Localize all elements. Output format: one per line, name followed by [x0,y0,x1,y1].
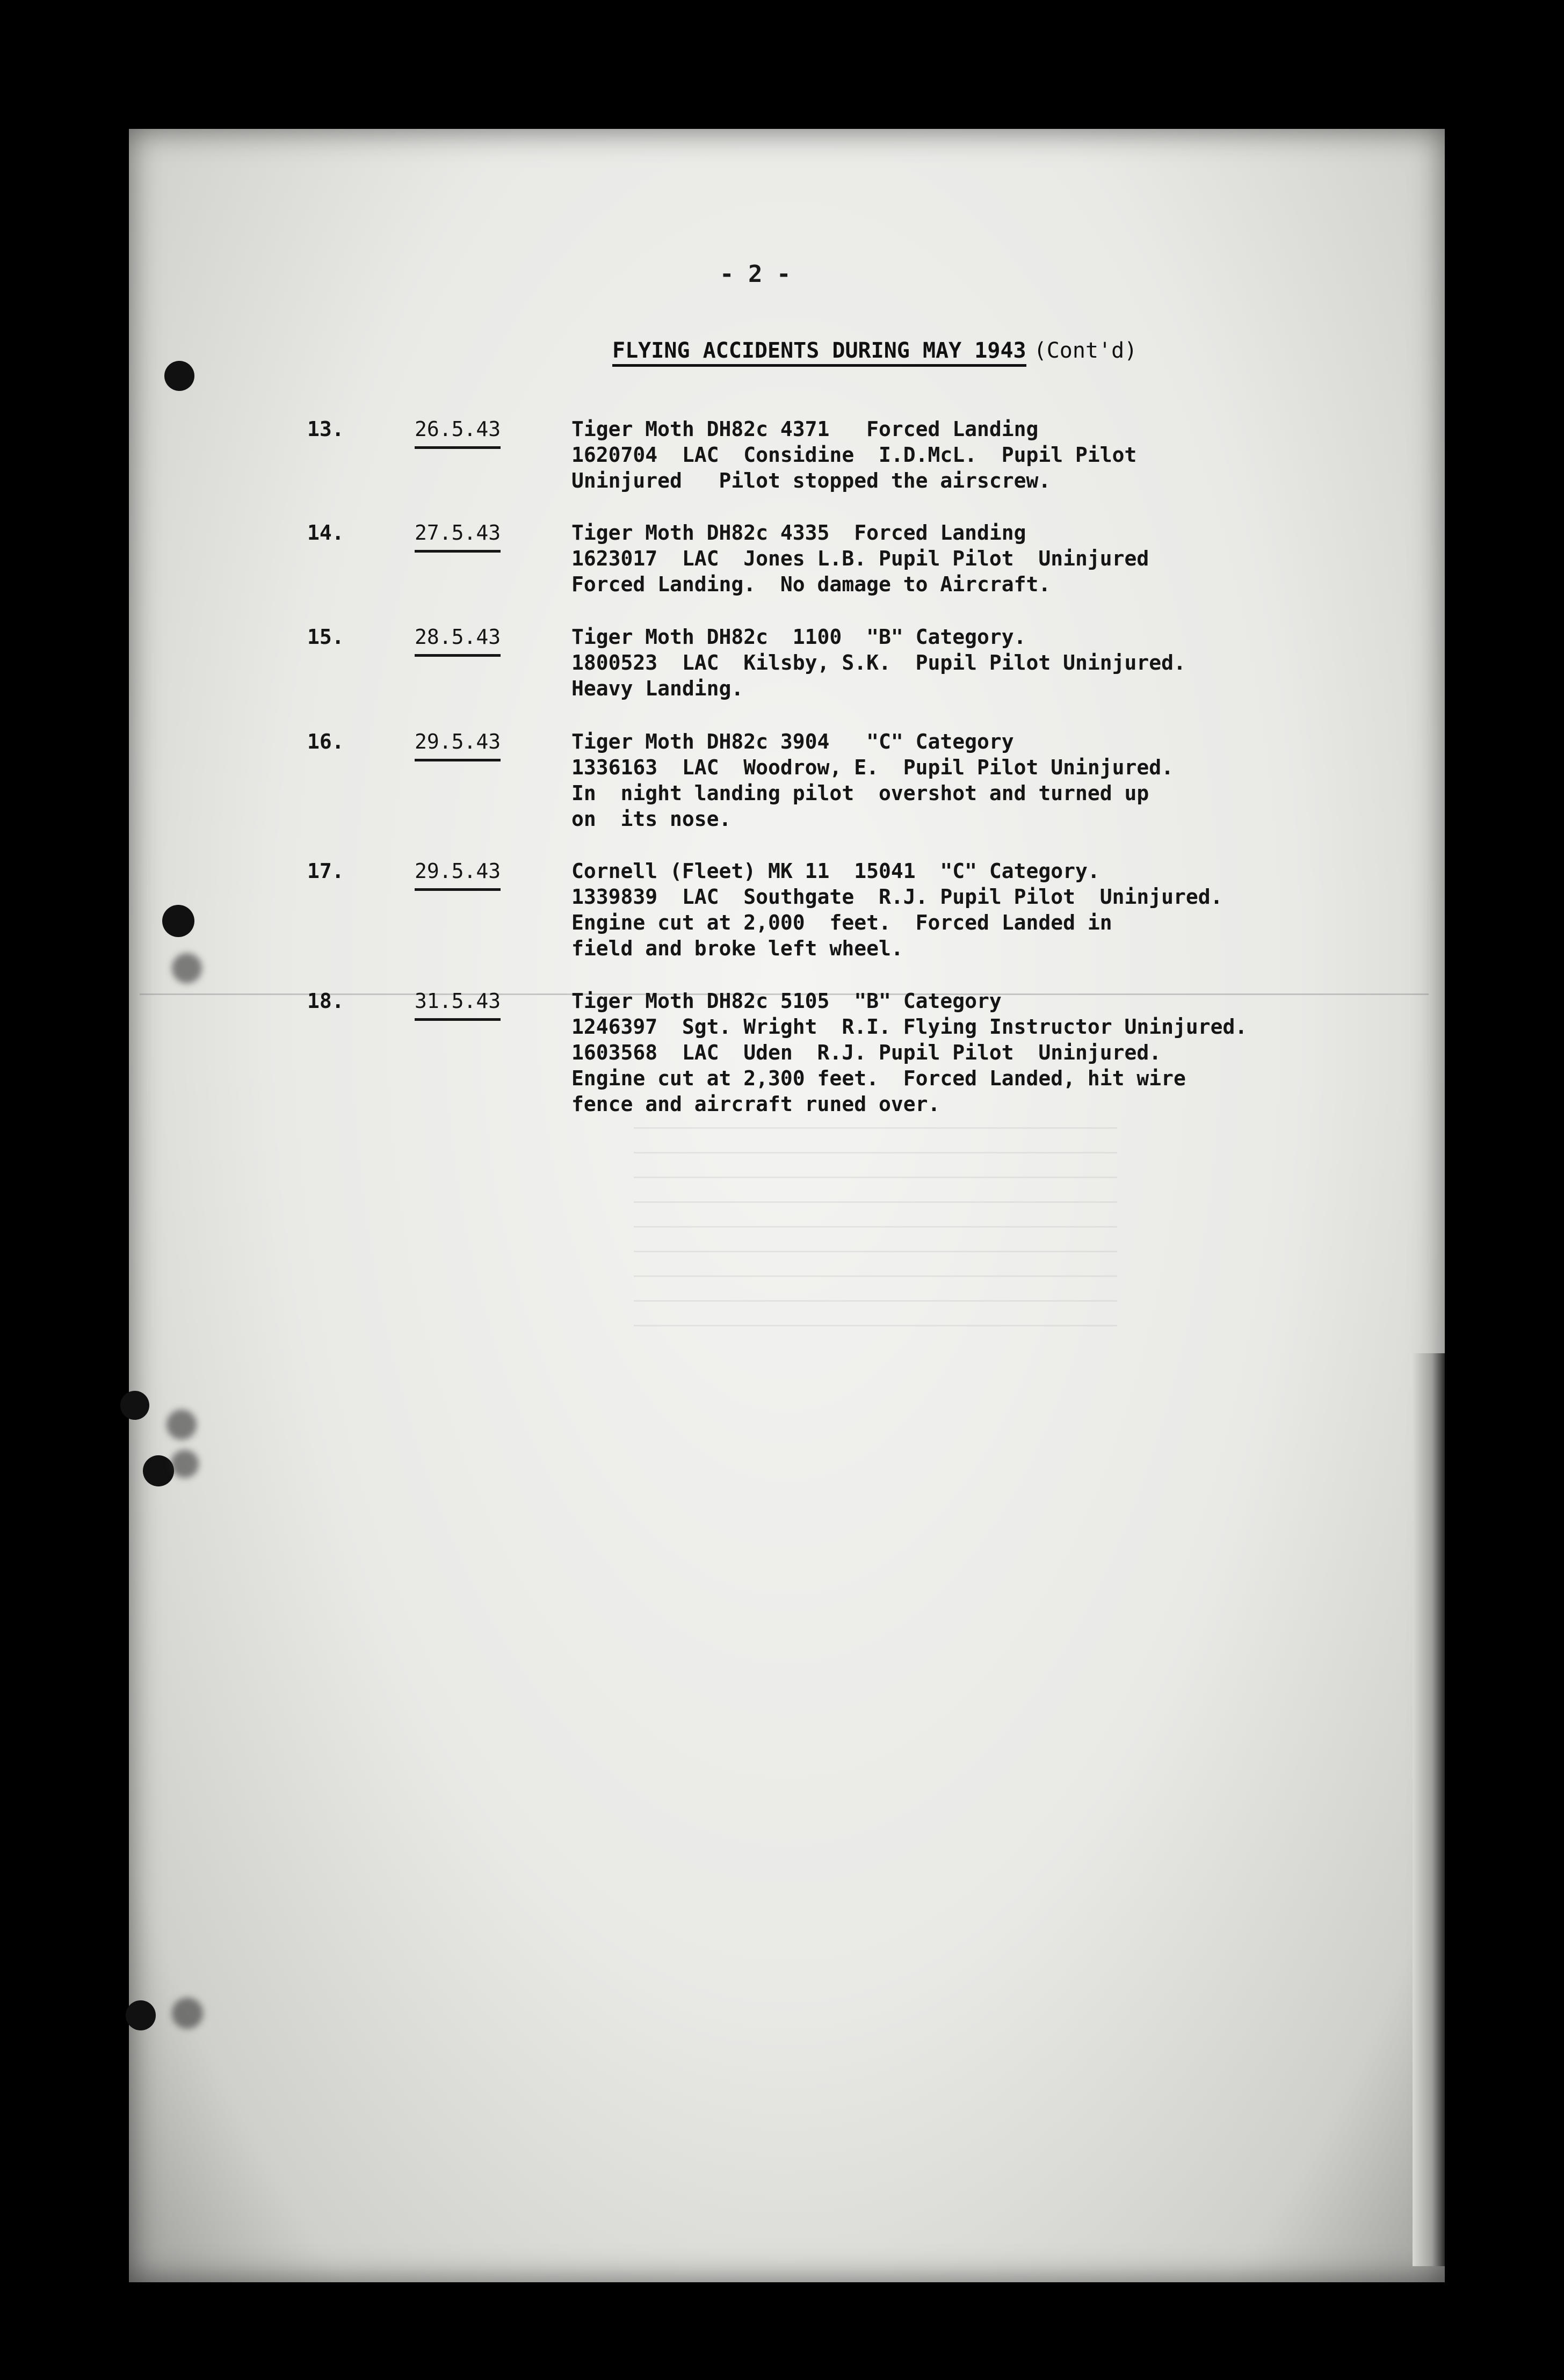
entry-number: 17. [307,859,344,883]
punch-hole-middle-b [143,1455,174,1486]
ink-smudge [172,953,202,983]
entry-line: on its nose. [571,807,732,831]
entry-line: field and broke left wheel. [571,937,903,960]
entry-line: Engine cut at 2,300 feet. Forced Landed, hit wire [571,1066,1186,1090]
entry-line: Forced Landing. No damage to Aircraft. [571,572,1051,596]
entry-details [571,988,1377,1117]
entry-line: fence and aircraft runed over. [571,1092,940,1116]
entry-line: 1339839 LAC Southgate R.J. Pupil Pilot Uninjured. [571,885,1223,909]
entry-date: 26.5.43 [415,416,501,449]
entry-line: Tiger Moth DH82c 1100 "B" Category. [571,625,1026,649]
entry-number: 18. [307,989,344,1013]
entry-line: 1620704 LAC Considine I.D.McL. Pupil Pilot [571,443,1137,467]
punch-hole-middle-a [120,1391,149,1420]
entry-line: Heavy Landing. [571,677,744,700]
punch-hole-upper [162,905,194,937]
entry-number: 15. [307,625,344,649]
entry-details [571,520,1377,597]
entry-details [571,416,1377,494]
entry-date: 29.5.43 [415,729,501,761]
title-suffix: (Cont'd) [1033,338,1138,363]
entry-line: Tiger Moth DH82c 4335 Forced Landing [571,521,1026,545]
title-text: FLYING ACCIDENTS DURING MAY 1943 [612,338,1026,367]
ink-smudge [171,1450,199,1478]
entry-date: 28.5.43 [415,624,501,657]
entry-details [571,729,1377,832]
ink-smudge [172,1998,203,2029]
punch-hole-bottom [126,2000,156,2030]
entry-line: In night landing pilot overshot and turned up [571,781,1149,805]
entry-number: 16. [307,730,344,753]
punch-hole-top [164,361,194,391]
entry-line: Cornell (Fleet) MK 11 15041 "C" Category. [571,859,1100,883]
page-edge-shadow [1413,1353,1445,2266]
entry-date: 29.5.43 [415,858,501,891]
entry-details [571,624,1377,701]
entry-line: Uninjured Pilot stopped the airscrew. [571,469,1051,492]
entry-date: 31.5.43 [415,988,501,1021]
entry-number: 13. [307,417,344,441]
bleed-through-text [634,1122,1117,1326]
entry-line: Tiger Moth DH82c 3904 "C" Category [571,730,1014,753]
entry-line: 1800523 LAC Kilsby, S.K. Pupil Pilot Uninjured. [571,651,1186,674]
entry-line: 1623017 LAC Jones L.B. Pupil Pilot Uninjured [571,547,1149,570]
entry-line: Tiger Moth DH82c 5105 "B" Category [571,989,1002,1013]
entry-number: 14. [307,521,344,545]
ink-smudge [166,1410,197,1440]
entry-line: Engine cut at 2,000 feet. Forced Landed in [571,911,1112,934]
entry-details [571,858,1377,961]
entry-line: 1246397 Sgt. Wright R.I. Flying Instructor Uninjured. [571,1015,1248,1039]
entry-line: Tiger Moth DH82c 4371 Forced Landing [571,417,1039,441]
entry-line: 1336163 LAC Woodrow, E. Pupil Pilot Uninjured. [571,756,1174,779]
entry-date: 27.5.43 [415,520,501,553]
page-number: - 2 - [720,260,791,288]
entry-line: 1603568 LAC Uden R.J. Pupil Pilot Uninjured. [571,1041,1162,1064]
document-title [612,338,1137,363]
